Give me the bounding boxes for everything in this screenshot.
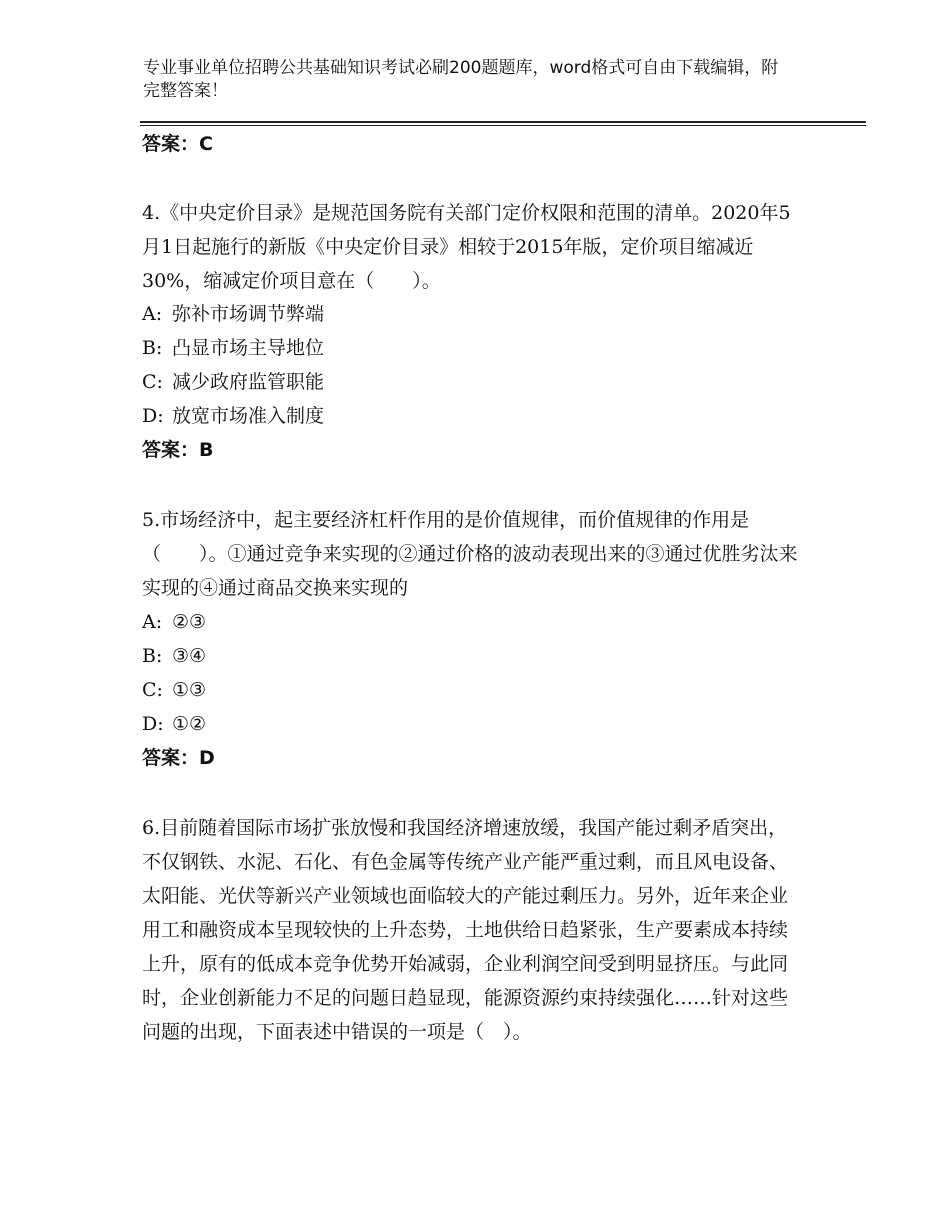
question-5-answer: 答案：D <box>142 747 215 769</box>
question-4-option-a <box>142 302 324 326</box>
option-key: B: <box>142 337 163 359</box>
option-text: ③④ <box>172 645 207 667</box>
question-5-text: 5.市场经济中，起主要经济杠杆作用的是价值规律，而价值规律的作用是（ ）。①通过竞争来实现的②通过价格的波动表现出来的③通过优胜劣汰来实现的④通过商品交换来实现的 <box>142 509 798 599</box>
option-key: C: <box>142 371 163 393</box>
header-rule-thick <box>140 121 866 123</box>
question-4-text: 4.《中央定价目录》是规范国务院有关部门定价权限和范围的清单。2020年5月1日起施行的新版《中央定价目录》相较于2015年版，定价项目缩减近30%，缩减定价项目意在（ ）。 <box>142 202 791 292</box>
option-key: D: <box>142 713 164 735</box>
question-6-text: 6.目前随着国际市场扩张放慢和我国经济增速放缓，我国产能过剩矛盾突出，不仅钢铁、水泥、石化、有色金属等传统产业产能严重过剩，而且风电设备、太阳能、光伏等新兴产业领域也面临较大的产能过剩压力。另外，近年来企业用工和融资成本呈现较快的上升态势，土地供给日趋紧张，生产要素成本持续上升，原有的低成本竞争优势开始减弱，企业利润空间受到明显挤压。与此同时，企业创新能力不足的问题日趋显现，能源资源约束持续强化……针对这些问题的出现，下面表述中错误的一项是（ ）。 <box>142 817 789 1043</box>
option-key: C: <box>142 679 163 701</box>
question-5-option-d <box>142 712 206 736</box>
option-key: A: <box>142 303 163 325</box>
option-text: 弥补市场调节弊端 <box>172 303 325 325</box>
document-header: 专业事业单位招聘公共基础知识考试必刷200题题库，word格式可自由下载编辑，附完整答案！ <box>143 58 779 101</box>
option-key: A: <box>142 611 163 633</box>
option-key: D: <box>142 405 164 427</box>
option-key: B: <box>142 645 163 667</box>
option-text: ②③ <box>172 611 207 633</box>
question-4-option-d <box>142 404 324 428</box>
option-text: ①② <box>172 713 207 735</box>
question-5-option-b <box>142 644 206 668</box>
question-4-option-c <box>142 370 324 394</box>
question-5-option-a <box>142 610 206 634</box>
option-text: 减少政府监管职能 <box>172 371 325 393</box>
option-text: 放宽市场准入制度 <box>172 405 325 427</box>
question-4-answer: 答案：B <box>142 439 214 461</box>
option-text: 凸显市场主导地位 <box>172 337 325 359</box>
question-5-option-c <box>142 678 206 702</box>
header-rule-thin <box>140 125 866 126</box>
answer-prev: 答案：C <box>142 133 213 155</box>
option-text: ①③ <box>172 679 207 701</box>
question-4-option-b <box>142 336 324 360</box>
